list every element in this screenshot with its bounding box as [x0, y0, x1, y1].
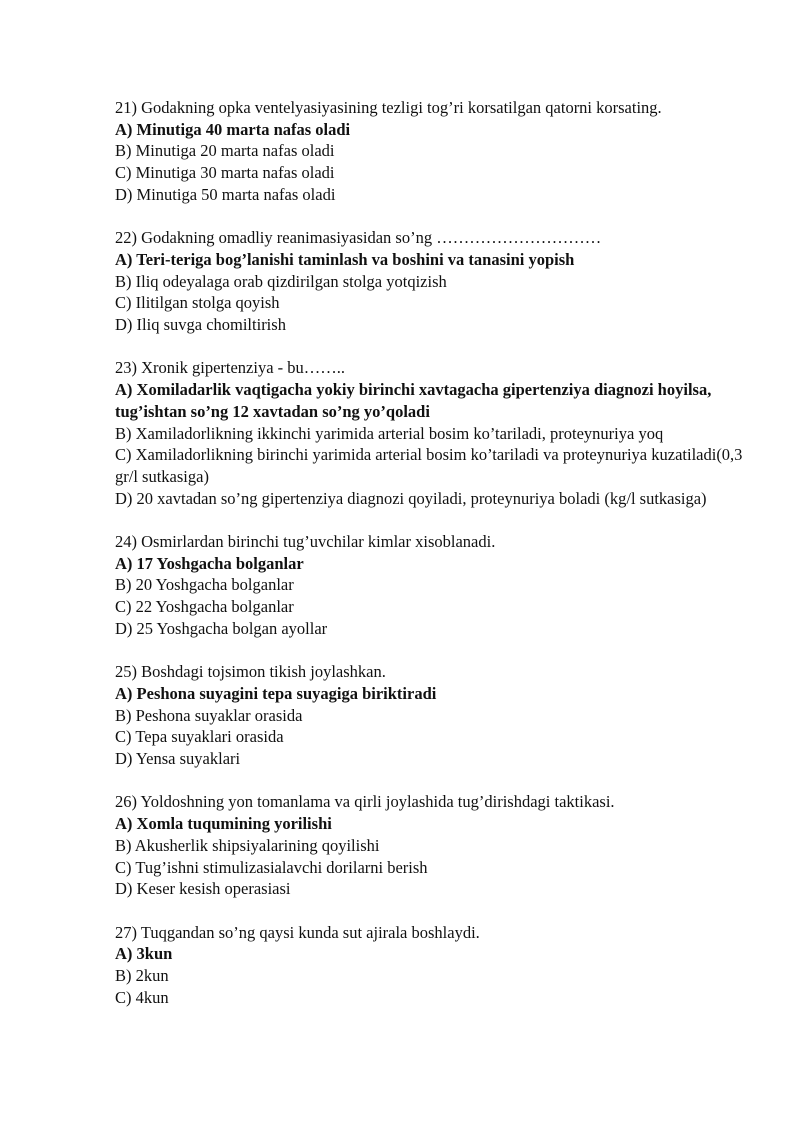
question-22 [115, 227, 755, 336]
answer-option-a-correct: A) Peshona suyagini tepa suyagiga biriktiradi [115, 683, 437, 703]
answer-option-b: B) Xamiladorlikning ikkinchi yarimida arterial bosim ko’tariladi, proteynuriya yoq [115, 423, 664, 443]
question-27 [115, 922, 755, 1009]
answer-option-d: D) Yensa suyaklari [115, 749, 241, 769]
question-stem: 24) Osmirlardan birinchi tug’uvchilar kimlar xisoblanadi. [115, 532, 496, 552]
answer-option-c: C) Ilitilgan stolga qoyish [115, 293, 280, 313]
answer-option-c: C) 4kun [115, 987, 169, 1007]
question-stem: 27) Tuqgandan so’ng qaysi kunda sut ajirala boshlaydi. [115, 922, 480, 942]
answer-option-a-correct: A) 3kun [115, 944, 173, 964]
answer-option-b: B) Peshona suyaklar orasida [115, 705, 303, 725]
answer-option-c: C) 22 Yoshgacha bolganlar [115, 597, 294, 617]
question-stem: 25) Boshdagi tojsimon tikish joylashkan. [115, 662, 386, 682]
answer-option-d: D) Iliq suvga chomiltirish [115, 315, 286, 335]
question-21 [115, 97, 755, 206]
question-stem: 26) Yoldoshning yon tomanlama va qirli joylashida tug’dirishdagi taktikasi. [115, 792, 615, 812]
answer-option-a-correct: A) Minutiga 40 marta nafas oladi [115, 119, 351, 139]
answer-option-d: D) Keser kesish operasiasi [115, 879, 291, 899]
answer-option-c: C) Tepa suyaklari orasida [115, 727, 284, 747]
question-24 [115, 531, 755, 640]
question-stem: 23) Xronik gipertenziya - bu…….. [115, 358, 346, 378]
answer-option-b: B) 2kun [115, 966, 169, 986]
answer-option-d: D) 20 xavtadan so’ng gipertenziya diagnozi qoyiladi, proteynuriya boladi (kg/l sutkasiga) [115, 488, 707, 508]
question-26 [115, 791, 755, 900]
answer-option-d: D) Minutiga 50 marta nafas oladi [115, 184, 336, 204]
answer-option-a-correct: A) Teri-teriga bog’lanishi taminlash va boshini va tanasini yopish [115, 249, 575, 269]
question-stem: 21) Godakning opka ventelyasiyasining tezligi tog’ri korsatilgan qatorni korsating. [115, 98, 662, 117]
answer-option-b: B) 20 Yoshgacha bolganlar [115, 575, 294, 595]
answer-option-b: B) Akusherlik shipsiyalarining qoyilishi [115, 835, 380, 855]
answer-option-a-correct: A) Xomiladarlik vaqtigacha yokiy birinchi xavtagacha gipertenziya diagnozi hoyilsa, tug’ishtan so’ng 12 xavtadan so’ng yo’qoladi [115, 380, 716, 421]
answer-option-b: B) Iliq odeyalaga orab qizdirilgan stolga yotqizish [115, 271, 447, 291]
answer-option-d: D) 25 Yoshgacha bolgan ayollar [115, 618, 328, 638]
answer-option-c: C) Xamiladorlikning birinchi yarimida arterial bosim ko’tariladi va proteynuriya kuzatiladi(0,3 gr/l sutkasiga) [115, 445, 743, 486]
question-23 [115, 357, 755, 509]
document-page [115, 97, 755, 1030]
answer-option-a-correct: A) Xomla tuqumining yorilishi [115, 814, 332, 834]
answer-option-c: C) Tug’ishni stimulizasialavchi dorilarni berish [115, 857, 428, 877]
answer-option-b: B) Minutiga 20 marta nafas oladi [115, 141, 335, 161]
answer-option-c: C) Minutiga 30 marta nafas oladi [115, 163, 335, 183]
question-25 [115, 661, 755, 770]
answer-option-a-correct: A) 17 Yoshgacha bolganlar [115, 553, 304, 573]
question-stem: 22) Godakning omadliy reanimasiyasidan so’ng ………………………… [115, 228, 602, 248]
